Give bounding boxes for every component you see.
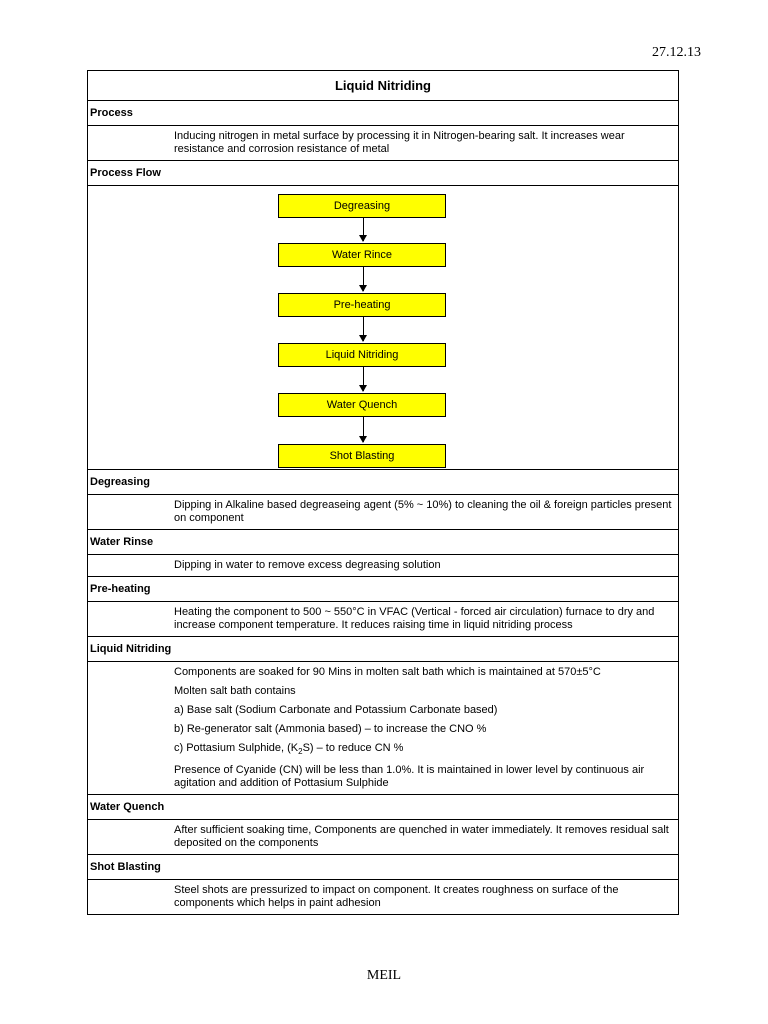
nitriding-bath-text: Molten salt bath contains	[174, 685, 296, 697]
water-quench-description	[88, 820, 678, 855]
water-rinse-description	[88, 555, 678, 577]
water-quench-heading: Water Quench	[88, 795, 678, 820]
water-rinse-text: Dipping in water to remove excess degreasing solution	[174, 559, 441, 571]
pre-heating-text: Heating the component to 500 ~ 550°C in VFAC (Vertical - forced air circulation) furnace to dry and increase component temperature. It reduces raising time in liquid nitriding process	[174, 606, 655, 631]
footer-company: MEIL	[366, 968, 402, 983]
sulphide-subscript: 2	[298, 747, 303, 757]
nitriding-soak-text: Components are soaked for 90 Mins in molten salt bath which is maintained at 570±5°C	[174, 666, 601, 678]
flow-arrow	[363, 367, 364, 391]
sheet-title: Liquid Nitriding	[88, 71, 678, 101]
degreasing-text: Dipping in Alkaline based degreaseing agent (5% ~ 10%) to cleaning the oil & foreign particles present on component	[174, 499, 672, 524]
flow-step-water-rince: Water Rince	[278, 243, 446, 267]
liquid-nitriding-heading: Liquid Nitriding	[88, 637, 678, 662]
flow-step-liquid-nitriding: Liquid Nitriding	[278, 343, 446, 367]
sulphide-text-post: S) – to reduce CN %	[302, 742, 404, 754]
flow-arrow	[363, 317, 364, 341]
flow-arrow	[363, 218, 364, 241]
process-heading: Process	[88, 101, 678, 126]
flow-step-water-quench: Water Quench	[278, 393, 446, 417]
process-flow-diagram	[88, 186, 678, 470]
nitriding-regenerator-salt: b) Re-generator salt (Ammonia based) – to increase the CNO %	[174, 723, 487, 735]
pre-heating-description	[88, 602, 678, 637]
shot-blasting-text: Steel shots are pressurized to impact on component. It creates roughness on surface of the components which helps in paint adhesion	[174, 884, 619, 910]
nitriding-cyanide-text: Presence of Cyanide (CN) will be less than 1.0%. It is maintained in lower level by continuous air agitation and addition of Pottasium Sulphide	[174, 764, 645, 790]
document-date: 27.12.13	[652, 45, 701, 60]
pre-heating-heading: Pre-heating	[88, 577, 678, 602]
shot-blasting-description	[88, 880, 678, 914]
flow-step-shot-blasting: Shot Blasting	[278, 444, 446, 468]
nitriding-sulphide	[174, 742, 672, 758]
process-flow-heading: Process Flow	[88, 161, 678, 186]
flow-arrow	[363, 267, 364, 291]
process-description	[88, 126, 678, 161]
water-quench-text: After sufficient soaking time, Components are quenched in water immediately. It removes residual salt deposited on the components	[174, 824, 669, 850]
nitriding-base-salt: a) Base salt (Sodium Carbonate and Potassium Carbonate based)	[174, 704, 498, 716]
water-rinse-heading: Water Rinse	[88, 530, 678, 555]
flow-step-degreasing: Degreasing	[278, 194, 446, 218]
shot-blasting-heading: Shot Blasting	[88, 855, 678, 880]
sulphide-text-pre: c) Pottasium Sulphide, (K	[174, 742, 299, 754]
degreasing-heading: Degreasing	[88, 470, 678, 495]
flow-step-pre-heating: Pre-heating	[278, 293, 446, 317]
flow-arrow	[363, 417, 364, 442]
process-text: Inducing nitrogen in metal surface by processing it in Nitrogen-bearing salt. It increases wear resistance and corrosion resistance of metal	[174, 130, 625, 155]
process-sheet	[87, 70, 679, 915]
degreasing-description	[88, 495, 678, 530]
liquid-nitriding-description	[88, 662, 678, 795]
